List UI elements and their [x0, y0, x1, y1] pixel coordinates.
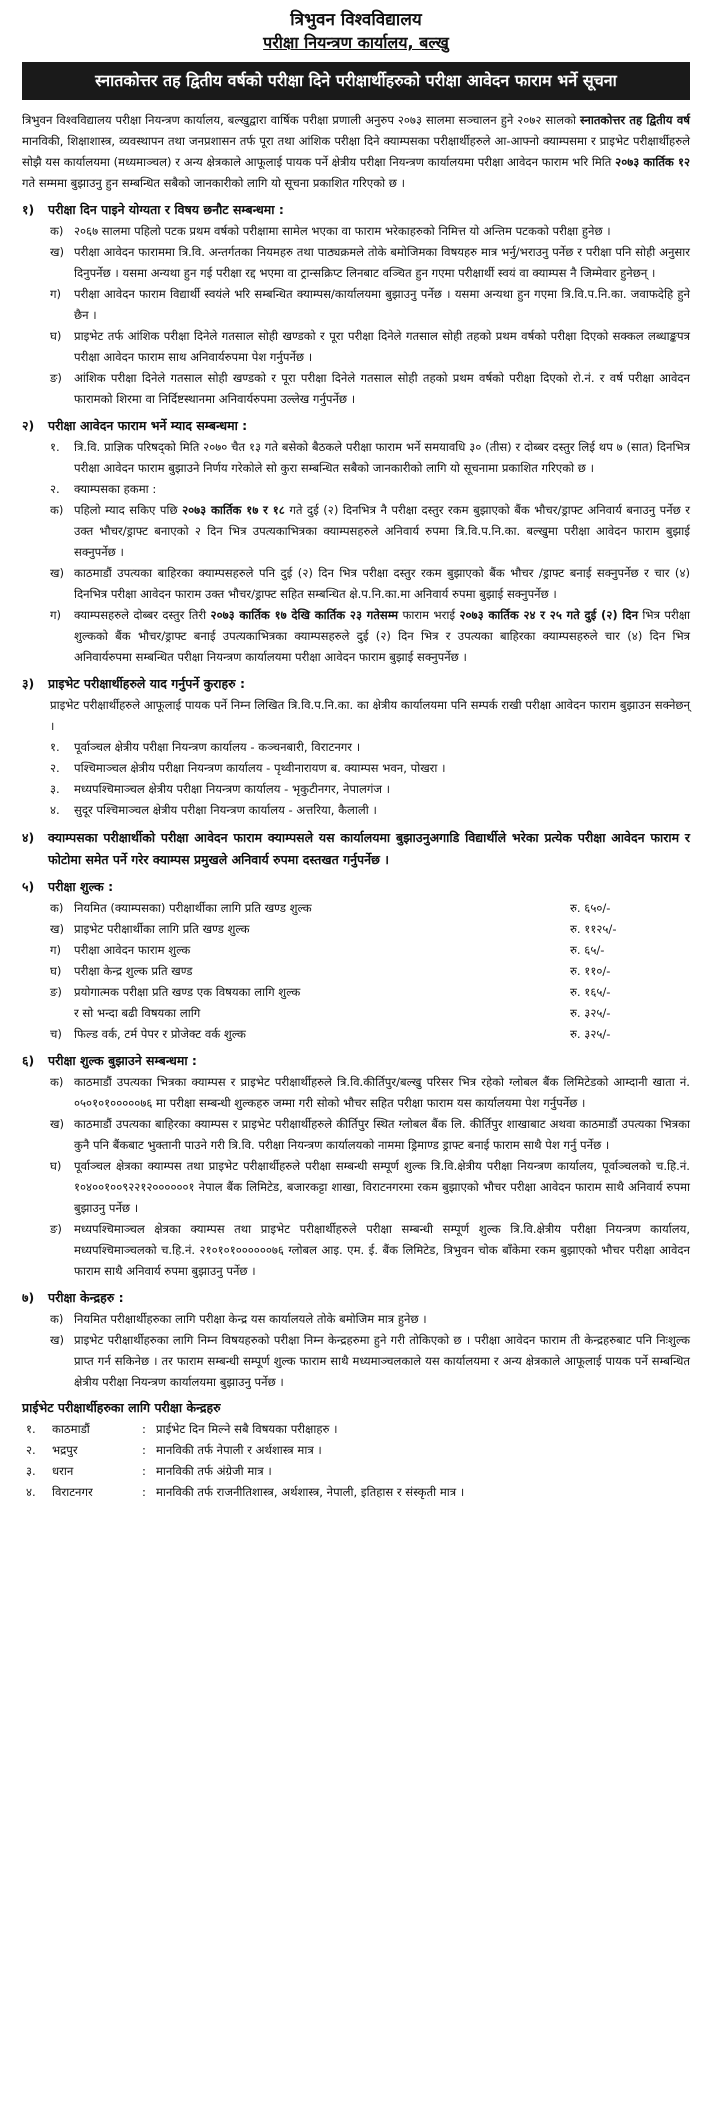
section-7-title: परीक्षा केन्द्रहरु :: [48, 1290, 124, 1305]
list-item: घ) पूर्वाञ्चल क्षेत्रका क्याम्पस तथा प्राइभेट परीक्षार्थीहरुले परीक्षा सम्बन्धी सम्पूर्ण शुल्क त्रि.वि.क्षेत्रीय परीक्षा नियन्त्रण कार्यालय, पूर्वाञ्चलको च.हि.नं. १०४००१००९२२१२००००००१ नेपाल बैंक लिमिटेड, बजारकट्टा शाखा, विराटनगरमा रकम बुझाएको भौचर परीक्षा आवेदन फाराम साथै अनिवार्य रुपमा बुझाउनु पर्नेछ ।: [50, 1159, 690, 1215]
list-item: ३. मध्यपश्चिमाञ्चल क्षेत्रीय परीक्षा नियन्त्रण कार्यालय - भृकुटीनगर, नेपालगंज ।: [50, 782, 391, 796]
section-3: ३) प्राइभेट परीक्षार्थीहरुले याद गर्नुपर्ने कुराहरु : प्राइभेट परीक्षार्थीहरुले आफूलाई पायक पर्ने निम्न लिखित त्रि.वि.प.नि.का. का क्षेत्रीय कार्यालयमा पनि सम्पर्क राखी परीक्षा आवेदन फाराम बुझाउन सक्नेछन् । १. पूर्वाञ्चल क्षेत्रीय परीक्षा नियन्त्रण कार्यालय - कञ्चनबारी, विराटनगर । २. पश्चिमाञ्चल क्षेत्रीय परीक्षा नियन्त्रण कार्यालय - पृथ्वीनारायण ब. क्याम्पस भवन, पोखरा । ३. मध्यपश्चिमाञ्चल क्षेत्रीय परीक्षा नियन्त्रण कार्यालय - भृकुटीनगर, नेपालगंज । ४. सुदूर पश्चिमाञ्चल क्षेत्रीय परीक्षा नियन्त्रण कार्यालय - अत्तरिया, कैलाली ।: [22, 673, 690, 821]
list-item: २. पश्चिमाञ्चल क्षेत्रीय परीक्षा नियन्त्रण कार्यालय - पृथ्वीनारायण ब. क्याम्पस भवन, पोखरा ।: [50, 761, 446, 775]
section-1: १) परीक्षा दिन पाइने योग्यता र विषय छनौट सम्बन्धमा : क) २०६७ सालमा पहिलो पटक प्रथम वर्षको परीक्षामा सामेल भएका वा फाराम भरेकाहरुको निमित्त यो अन्तिम पटकको परीक्षा हुनेछ । ख) परीक्षा आवेदन फाराममा त्रि.वि. अन्तर्गतका नियमहरु तथा पाठ्यक्रमले तोके बमोजिमका विषयहरु मात्र भर्नु/भराउनु पर्नेछ र परीक्षा पनि सोही अनुसार दिनुपर्नेछ । यसमा अन्यथा हुन गई परीक्षा रद्द भएमा वा ट्रान्सक्रिप्ट लिनबाट वञ्चित हुन गएमा परीक्षार्थी स्वयं वा क्याम्पस नै जिम्मेवार हुनेछन् । ग) परीक्षा आवेदन फाराम विद्यार्थी स्वयंले भरि सम्बन्धित क्याम्पस/कार्यालयमा बुझाउनु पर्नेछ । यसमा अन्यथा हुन गएमा त्रि.वि.प.नि.का. जवाफदेहि हुने छैन । घ) प्राइभेट तर्फ आंशिक परीक्षा दिनेले गतसाल सोही खण्डको र पूरा परीक्षा दिनेले गतसाल सोही तहको प्रथम वर्षको परीक्षा दिएको सक्कल लब्धाङ्कपत्र परीक्षा आवेदन फाराम साथ अनिवार्यरुपमा पेश गर्नुपर्नेछ । ङ) आंशिक परीक्षा दिनेले गतसाल सोही खण्डको र पूरा परीक्षा दिनेले गतसाल सोही तहको प्रथम वर्षको परीक्षा दिएको रो.नं. र वर्ष परीक्षा आवेदन फारामको शिरमा वा निर्दिष्टस्थानमा अनिवार्यरुपमा उल्लेख गर्नुपर्नेछ ।: [22, 199, 690, 410]
fee-row: ख) प्राइभेट परीक्षार्थीका लागि प्रति खण्ड शुल्क रु. ११२५/-: [50, 922, 617, 936]
section-1-title: परीक्षा दिन पाइने योग्यता र विषय छनौट सम्बन्धमा :: [48, 202, 284, 217]
fee-row: क) नियमित (क्याम्पसका) परीक्षार्थीका लागि प्रति खण्ड शुल्क रु. ६५०/-: [50, 901, 611, 915]
table-row: २. भद्रपुर : मानविकी तर्फ नेपाली र अर्थशास्त्र मात्र ।: [26, 1443, 322, 1457]
list-item: ख) काठमाडौं उपत्यका बाहिरका क्याम्पसहरुले पनि दुई (२) दिन भित्र परीक्षा दस्तुर रकम बुझाएको बैंक भौचर /ड्राफ्ट बनाई सक्नुपर्नेछ र चार (४) दिनभित्र परीक्षा आवेदन फाराम उक्त भौचर/ड्राफ्ट सहित सम्बन्धित क्षे.प.नि.का.मा अनिवार्य रुपमा बुझाई सक्नुपर्नेछ ।: [50, 566, 690, 601]
list-item: ग) परीक्षा आवेदन फाराम विद्यार्थी स्वयंले भरि सम्बन्धित क्याम्पस/कार्यालयमा बुझाउनु पर्नेछ । यसमा अन्यथा हुन गएमा त्रि.वि.प.नि.का. जवाफदेहि हुने छैन ।: [50, 287, 690, 322]
list-item: ४. सुदूर पश्चिमाञ्चल क्षेत्रीय परीक्षा नियन्त्रण कार्यालय - अत्तरिया, कैलाली ।: [50, 803, 377, 817]
notice-header: [22, 0, 690, 54]
fee-row: घ) परीक्षा केन्द्र शुल्क प्रति खण्ड रु. ११०/-: [50, 964, 611, 978]
table-row: ४. विराटनगर : मानविकी तर्फ राजनीतिशास्त्र, अर्थशास्त्र, नेपाली, इतिहास र संस्कृती मात्र ।: [26, 1485, 465, 1499]
section-4: ४) क्याम्पसका परीक्षार्थीको परीक्षा आवेदन फाराम क्याम्पसले यस कार्यालयमा बुझाउनुअगाडि विद्यार्थीले भरेका प्रत्येक परीक्षा आवेदन फाराम र फोटोमा समेत पर्ने गरेर क्याम्पस प्रमुखले अनिवार्य रुपमा दस्तखत गर्नुपर्नेछ ।: [22, 827, 690, 871]
list-item: ङ) मध्यपश्चिमाञ्चल क्षेत्रका क्याम्पस तथा प्राइभेट परीक्षार्थीहरुले परीक्षा सम्बन्धी सम्पूर्ण शुल्क त्रि.वि.क्षेत्रीय परीक्षा नियन्त्रण कार्यालय, मध्यपश्चिमाञ्चलको च.हि.नं. २१०१०१००००००७६ ग्लोबल आइ. एम. ई. बैंक लिमिटेड, त्रिभुवन चोक बाँकेमा रकम बुझाएको भौचर परीक्षा आवेदन फाराम साथै अनिवार्य रुपमा बुझाउनु पर्नेछ ।: [50, 1222, 690, 1278]
notice-title-banner: स्नातकोत्तर तह द्वितीय वर्षको परीक्षा दिने परीक्षार्थीहरुको परीक्षा आवेदन फाराम भर्ने सूचना: [22, 62, 690, 100]
list-item: क) २०६७ सालमा पहिलो पटक प्रथम वर्षको परीक्षामा सामेल भएका वा फाराम भरेकाहरुको निमित्त यो अन्तिम पटकको परीक्षा हुनेछ ।: [50, 224, 611, 238]
section-3-intro: प्राइभेट परीक्षार्थीहरुले आफूलाई पायक पर्ने निम्न लिखित त्रि.वि.प.नि.का. का क्षेत्रीय कार्यालयमा पनि सम्पर्क राखी परीक्षा आवेदन फाराम बुझाउन सक्नेछन् ।: [50, 698, 690, 733]
list-item: क) पहिलो म्याद सकिए पछि २०७३ कार्तिक १७ र १८ गते दुई (२) दिनभित्र नै परीक्षा दस्तुर रकम बुझाएको बैंक भौचर/ड्राफ्ट अनिवार्य बनाउनु पर्नेछ र उक्त भौचर/ड्राफ्ट बनाएको २ दिन भित्र उपत्यकाभित्रका क्याम्पसहरुले अनिवार्य रुपमा त्रि.वि.प.नि.का. बल्खुमा परीक्षा आवेदन फाराम बुझाई सक्नुपर्नेछ ।: [50, 503, 690, 559]
section-4-text: क्याम्पसका परीक्षार्थीको परीक्षा आवेदन फाराम क्याम्पसले यस कार्यालयमा बुझाउनुअगाडि विद्यार्थीले भरेका प्रत्येक परीक्षा आवेदन फाराम र फोटोमा समेत पर्ने गरेर क्याम्पस प्रमुखले अनिवार्य रुपमा दस्तखत गर्नुपर्नेछ ।: [48, 830, 690, 867]
intro-paragraph: त्रिभुवन विश्वविद्यालय परीक्षा नियन्त्रण कार्यालय, बल्खुद्वारा वार्षिक परीक्षा प्रणाली अनुरुप २०७३ सालमा सञ्चालन हुने २०७२ सालको स्नातकोत्तर तह द्वितीय वर्ष मानविकी, शिक्षाशास्त्र, व्यवस्थापन तथा जनप्रशासन तर्फ पूरा तथा आंशिक परीक्षा दिने क्याम्पसका परीक्षार्थीहरुले आ-आफ्नो क्याम्पसमा र प्राइभेट परीक्षार्थीहरुले सोझै यस कार्यालयमा (मध्यमाञ्चल) र अन्य क्षेत्रकाले आफूलाई पायक पर्ने क्षेत्रीय परीक्षा नियन्त्रण कार्यालयमा परीक्षा आवेदन फाराम भरि मिति २०७३ कार्तिक १२ गते सम्ममा बुझाउनु हुन सम्बन्धित सबैको जानकारीको लागि यो सूचना प्रकाशित गरिएको छ ।: [22, 113, 691, 190]
exam-centers-title: प्राईभेट परीक्षार्थीहरुका लागि परीक्षा केन्द्रहरु: [22, 1400, 221, 1415]
list-item: ग) क्याम्पसहरुले दोब्बर दस्तुर तिरी २०७३ कार्तिक १७ देखि कार्तिक २३ गतेसम्म फाराम भराई २०७३ कार्तिक २४ र २५ गते दुई (२) दिन भित्र परीक्षा शुल्कको बैंक भौचर/ड्राफ्ट बनाई उपत्यकाभित्रका क्याम्पसहरुले दुई (२) दिन भित्र र उपत्यका बाहिरका क्याम्पसहरुले चार (४) दिन भित्र अनिवार्यरुपमा सम्बन्धित परीक्षा नियन्त्रण कार्यालयमा परीक्षा आवेदन फाराम बुझाई सक्नुपर्नेछ ।: [50, 608, 691, 664]
list-item: ख) प्राइभेट परीक्षार्थीहरुका लागि निम्न विषयहरुको परीक्षा निम्न केन्द्रहरुमा हुने गरी तोकिएको छ । परीक्षा आवेदन फाराम ती केन्द्रहरुबाट पनि निःशुल्क प्राप्त गर्न सकिनेछ । तर फाराम सम्बन्धी सम्पूर्ण शुल्क फाराम साथै मध्यमाञ्चलकाले यस कार्यालयमा र अन्य क्षेत्रकाले आफूलाई पायक पर्ने सम्बन्धित क्षेत्रीय परीक्षा नियन्त्रण कार्यालयमा बुझाउनु पर्नेछ ।: [50, 1333, 690, 1389]
fee-row: च) फिल्ड वर्क, टर्म पेपर र प्रोजेक्ट वर्क शुल्क रु. ३२५/-: [50, 1027, 611, 1041]
office-name: परीक्षा नियन्त्रण कार्यालय, बल्खु: [263, 33, 449, 52]
list-item: क) नियमित परीक्षार्थीहरुका लागि परीक्षा केन्द्र यस कार्यालयले तोके बमोजिम मात्र हुनेछ ।: [50, 1312, 427, 1326]
section-7: ७) परीक्षा केन्द्रहरु : क) नियमित परीक्षार्थीहरुका लागि परीक्षा केन्द्र यस कार्यालयले तोके बमोजिम मात्र हुनेछ । ख) प्राइभेट परीक्षार्थीहरुका लागि निम्न विषयहरुको परीक्षा निम्न केन्द्रहरुमा हुने गरी तोकिएको छ । परीक्षा आवेदन फाराम ती केन्द्रहरुबाट पनि निःशुल्क प्राप्त गर्न सकिनेछ । तर फाराम सम्बन्धी सम्पूर्ण शुल्क फाराम साथै मध्यमाञ्चलकाले यस कार्यालयमा र अन्य क्षेत्रकाले आफूलाई पायक पर्ने सम्बन्धित क्षेत्रीय परीक्षा नियन्त्रण कार्यालयमा बुझाउनु पर्नेछ ।: [22, 1287, 690, 1393]
section-3-title: प्राइभेट परीक्षार्थीहरुले याद गर्नुपर्ने कुराहरु :: [48, 676, 245, 691]
section-6: ६) परीक्षा शुल्क बुझाउने सम्बन्धमा : क) काठमाडौं उपत्यका भित्रका क्याम्पस र प्राइभेट परीक्षार्थीहरुले त्रि.वि.कीर्तिपुर/बल्खु परिसर भित्र रहेको ग्लोबल बैंक लिमिटेडको आम्दानी खाता नं. ०५०१०१०००००७६ मा परीक्षा सम्बन्धी शुल्कहरु जम्मा गरी सोको भौचर सहित परीक्षा फाराम यस कार्यालयमा पेश गर्नुपर्नेछ । ख) काठमाडौं उपत्यका बाहिरका क्याम्पस र प्राइभेट परीक्षार्थीहरुले कीर्तिपुर स्थित ग्लोबल बैंक लि. कीर्तिपुर शाखाबाट अथवा काठमाडौं उपत्यका भित्रका कुनै पनि बैंकबाट भुक्तानी पाउने गरी त्रि.वि. परीक्षा नियन्त्रण कार्यालयको नाममा ड्रिमाण्ड ड्राफ्ट बनाई फाराम साथै पेश गर्नु पर्नेछ । घ) पूर्वाञ्चल क्षेत्रका क्याम्पस तथा प्राइभेट परीक्षार्थीहरुले परीक्षा सम्बन्धी सम्पूर्ण शुल्क त्रि.वि.क्षेत्रीय परीक्षा नियन्त्रण कार्यालय, पूर्वाञ्चलको च.हि.नं. १०४००१००९२२१२००००००१ नेपाल बैंक लिमिटेड, बजारकट्टा शाखा, विराटनगरमा रकम बुझाएको भौचर परीक्षा आवेदन फाराम साथै अनिवार्य रुपमा बुझाउनु पर्नेछ । ङ) मध्यपश्चिमाञ्चल क्षेत्रका क्याम्पस तथा प्राइभेट परीक्षार्थीहरुले परीक्षा सम्बन्धी सम्पूर्ण शुल्क त्रि.वि.क्षेत्रीय परीक्षा नियन्त्रण कार्यालय, मध्यपश्चिमाञ्चलको च.हि.नं. २१०१०१००००००७६ ग्लोबल आइ. एम. ई. बैंक लिमिटेड, त्रिभुवन चोक बाँकेमा रकम बुझाएको भौचर परीक्षा आवेदन फाराम साथै अनिवार्य रुपमा बुझाउनु पर्नेछ ।: [22, 1050, 690, 1282]
list-item: ख) परीक्षा आवेदन फाराममा त्रि.वि. अन्तर्गतका नियमहरु तथा पाठ्यक्रमले तोके बमोजिमका विषयहरु मात्र भर्नु/भराउनु पर्नेछ र परीक्षा पनि सोही अनुसार दिनुपर्नेछ । यसमा अन्यथा हुन गई परीक्षा रद्द भएमा वा ट्रान्सक्रिप्ट लिनबाट वञ्चित हुन गएमा परीक्षार्थी स्वयं वा क्याम्पस नै जिम्मेवार हुनेछन् ।: [50, 245, 690, 280]
section-5: ५) परीक्षा शुल्क : क) नियमित (क्याम्पसका) परीक्षार्थीका लागि प्रति खण्ड शुल्क रु. ६५०/- ख) प्राइभेट परीक्षार्थीका लागि प्रति खण्ड शुल्क रु. ११२५/- ग) परीक्षा आवेदन फाराम शुल्क रु. ६५/- घ) परीक्षा केन्द्र शुल्क प्रति खण्ड रु. ११०/- ङ) प्रयोगात्मक परीक्षा प्रति खण्ड एक विषयका लागि शुल्क रु. १६५/- र सो भन्दा बढी विषयका लागि रु. ३२५/- च) फिल्ड वर्क, टर्म पेपर र प्रोजेक्ट वर्क शुल्क रु. ३२५/-: [22, 876, 690, 1045]
list-item: क) काठमाडौं उपत्यका भित्रका क्याम्पस र प्राइभेट परीक्षार्थीहरुले त्रि.वि.कीर्तिपुर/बल्खु परिसर भित्र रहेको ग्लोबल बैंक लिमिटेडको आम्दानी खाता नं. ०५०१०१०००००७६ मा परीक्षा सम्बन्धी शुल्कहरु जम्मा गरी सोको भौचर सहित परीक्षा फाराम यस कार्यालयमा पेश गर्नुपर्नेछ ।: [50, 1075, 690, 1110]
list-item: ङ) आंशिक परीक्षा दिनेले गतसाल सोही खण्डको र पूरा परीक्षा दिनेले गतसाल सोही तहको प्रथम वर्षको परीक्षा दिएको रो.नं. र वर्ष परीक्षा आवेदन फारामको शिरमा वा निर्दिष्टस्थानमा अनिवार्यरुपमा उल्लेख गर्नुपर्नेछ ।: [50, 371, 690, 406]
exam-centers: [22, 1397, 690, 1503]
university-name: त्रिभुवन विश्वविद्यालय: [290, 10, 422, 30]
fee-row: ङ) प्रयोगात्मक परीक्षा प्रति खण्ड एक विषयका लागि शुल्क रु. १६५/-: [50, 985, 611, 999]
list-item: १. त्रि.वि. प्राज्ञिक परिषद्को मिति २०७० चैत १३ गते बसेको बैठकले परीक्षा फाराम भर्ने समयावधि ३० (तीस) र दोब्बर दस्तुर लिई थप ७ (सात) दिनभित्र परीक्षा आवेदन फाराम बुझाउने निर्णय गरेकोले सो कुरा सम्बन्धित सबैको जानकारीको लागि यो सूचनामा प्रकाशित गरिएको छ ।: [50, 440, 690, 475]
table-row: १. काठमाडौं : प्राईभेट दिन मिल्ने सबै विषयका परीक्षाहरु ।: [26, 1422, 338, 1436]
list-item: ख) काठमाडौं उपत्यका बाहिरका क्याम्पस र प्राइभेट परीक्षार्थीहरुले कीर्तिपुर स्थित ग्लोबल बैंक लि. कीर्तिपुर शाखाबाट अथवा काठमाडौं उपत्यका भित्रका कुनै पनि बैंकबाट भुक्तानी पाउने गरी त्रि.वि. परीक्षा नियन्त्रण कार्यालयको नाममा ड्रिमाण्ड ड्राफ्ट बनाई फाराम साथै पेश गर्नु पर्नेछ ।: [50, 1117, 690, 1152]
list-item: १. पूर्वाञ्चल क्षेत्रीय परीक्षा नियन्त्रण कार्यालय - कञ्चनबारी, विराटनगर ।: [50, 740, 361, 754]
fee-row: ग) परीक्षा आवेदन फाराम शुल्क रु. ६५/-: [50, 943, 605, 957]
section-2-title: परीक्षा आवेदन फाराम भर्ने म्याद सम्बन्धमा :: [48, 418, 248, 433]
section-6-title: परीक्षा शुल्क बुझाउने सम्बन्धमा :: [48, 1053, 197, 1068]
fee-row: र सो भन्दा बढी विषयका लागि रु. ३२५/-: [74, 1006, 611, 1020]
section-2: २) परीक्षा आवेदन फाराम भर्ने म्याद सम्बन्धमा : १. त्रि.वि. प्राज्ञिक परिषद्को मिति २०७० चैत १३ गते बसेको बैठकले परीक्षा फाराम भर्ने समयावधि ३० (तीस) र दोब्बर दस्तुर लिई थप ७ (सात) दिनभित्र परीक्षा आवेदन फाराम बुझाउने निर्णय गरेकोले सो कुरा सम्बन्धित सबैको जानकारीको लागि यो सूचनामा प्रकाशित गरिएको छ । २. क्याम्पसका हकमा : क) पहिलो म्याद सकिए पछि २०७३ कार्तिक १७ र १८ गते दुई (२) दिनभित्र नै परीक्षा दस्तुर रकम बुझाएको बैंक भौचर/ड्राफ्ट अनिवार्य बनाउनु पर्नेछ र उक्त भौचर/ड्राफ्ट बनाएको २ दिन भित्र उपत्यकाभित्रका क्याम्पसहरुले अनिवार्य रुपमा त्रि.वि.प.नि.का. बल्खुमा परीक्षा आवेदन फाराम बुझाई सक्नुपर्नेछ । ख) काठमाडौं उपत्यका बाहिरका क्याम्पसहरुले पनि दुई (२) दिन भित्र परीक्षा दस्तुर रकम बुझाएको बैंक भौचर /ड्राफ्ट बनाई सक्नुपर्नेछ र चार (४) दिनभित्र परीक्षा आवेदन फाराम उक्त भौचर/ड्राफ्ट सहित सम्बन्धित क्षे.प.नि.का.मा अनिवार्य रुपमा बुझाई सक्नुपर्नेछ । ग) क्याम्पसहरुले दोब्बर दस्तुर तिरी २०७३ कार्तिक १७ देखि कार्तिक २३ गतेसम्म फाराम भराई २०७३ कार्तिक २४ र २५ गते दुई (२) दिन भित्र परीक्षा शुल्कको बैंक भौचर/ड्राफ्ट बनाई उपत्यकाभित्रका क्याम्पसहरुले दुई (२) दिन भित्र र उपत्यका बाहिरका क्याम्पसहरुले चार (४) दिन भित्र अनिवार्यरुपमा सम्बन्धित परीक्षा नियन्त्रण कार्यालयमा परीक्षा आवेदन फाराम बुझाई सक्नुपर्नेछ ।: [22, 415, 690, 668]
table-row: ३. धरान : मानविकी तर्फ अंग्रेजी मात्र ।: [26, 1464, 272, 1478]
section-5-title: परीक्षा शुल्क :: [48, 879, 114, 894]
list-item: घ) प्राइभेट तर्फ आंशिक परीक्षा दिनेले गतसाल सोही खण्डको र पूरा परीक्षा दिनेले गतसाल सोही तहको प्रथम वर्षको परीक्षा दिएको सक्कल लब्धाङ्कपत्र परीक्षा आवेदन फाराम साथ अनिवार्यरुपमा पेश गर्नुपर्नेछ ।: [50, 329, 690, 364]
list-item: २. क्याम्पसका हकमा :: [50, 482, 157, 496]
